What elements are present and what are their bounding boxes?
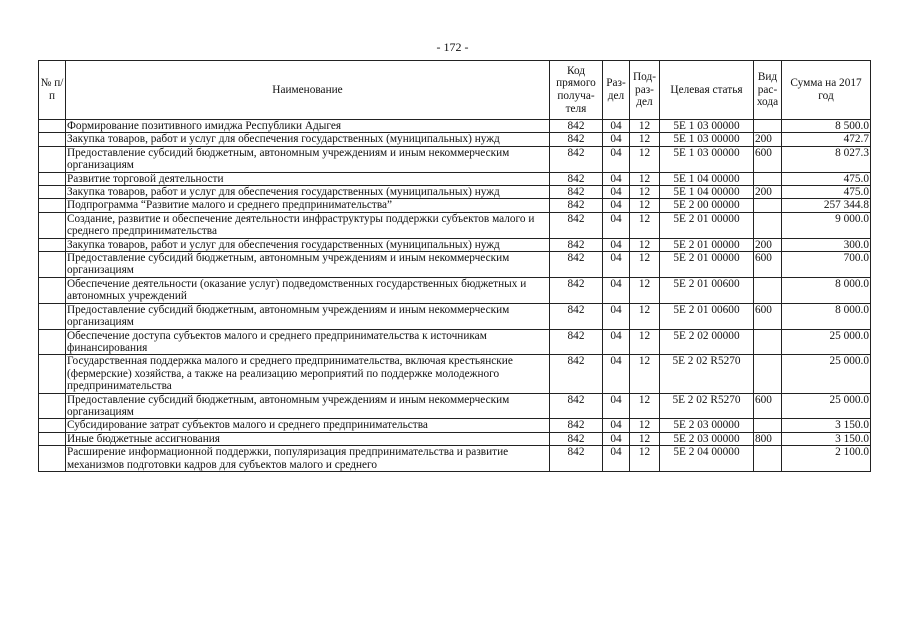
header-target: Целевая статья: [660, 61, 754, 120]
row-subsection: 12: [630, 199, 660, 212]
row-sum: 2 100.0: [782, 446, 871, 472]
row-subsection: 12: [630, 277, 660, 303]
row-sum: 700.0: [782, 252, 871, 278]
row-subsection: 12: [630, 252, 660, 278]
row-code: 842: [550, 212, 603, 238]
row-num: [39, 419, 66, 432]
row-name: Обеспечение доступа субъектов малого и среднего предпринимательства к источникам финансирования: [66, 329, 550, 355]
row-sum: 9 000.0: [782, 212, 871, 238]
row-expense: 600: [754, 146, 782, 172]
row-section: 04: [603, 120, 630, 133]
row-code: 842: [550, 172, 603, 185]
row-name: Субсидирование затрат субъектов малого и среднего предпринимательства: [66, 419, 550, 432]
row-expense: [754, 199, 782, 212]
row-section: 04: [603, 199, 630, 212]
table-row: [39, 238, 871, 251]
header-sum: Сумма на 2017 год: [782, 61, 871, 120]
row-section: 04: [603, 252, 630, 278]
row-target: 5Е 2 01 00000: [660, 212, 754, 238]
row-sum: 8 000.0: [782, 277, 871, 303]
row-expense: 200: [754, 238, 782, 251]
header-num: № п/п: [39, 61, 66, 120]
row-sum: 300.0: [782, 238, 871, 251]
row-target: 5Е 2 03 00000: [660, 432, 754, 445]
row-subsection: 12: [630, 329, 660, 355]
row-section: 04: [603, 393, 630, 419]
row-name: Формирование позитивного имиджа Республики Адыгея: [66, 120, 550, 133]
row-name: Предоставление субсидий бюджетным, автономным учреждениям и иным некоммерческим организациям: [66, 146, 550, 172]
row-num: [39, 146, 66, 172]
row-subsection: 12: [630, 419, 660, 432]
row-target: 5Е 1 03 00000: [660, 146, 754, 172]
row-num: [39, 303, 66, 329]
row-target: 5Е 2 02 00000: [660, 329, 754, 355]
row-num: [39, 212, 66, 238]
header-section: Раз-дел: [603, 61, 630, 120]
row-num: [39, 238, 66, 251]
row-num: [39, 393, 66, 419]
row-sum: 8 000.0: [782, 303, 871, 329]
row-subsection: 12: [630, 146, 660, 172]
row-section: 04: [603, 446, 630, 472]
row-section: 04: [603, 186, 630, 199]
row-expense: 600: [754, 252, 782, 278]
row-name: Расширение информационной поддержки, популяризация предпринимательства и развитие механизмов подготовки кадров для субъектов малого и среднего: [66, 446, 550, 472]
row-code: 842: [550, 199, 603, 212]
row-subsection: 12: [630, 355, 660, 393]
row-code: 842: [550, 329, 603, 355]
table-row: [39, 419, 871, 432]
row-num: [39, 120, 66, 133]
row-sum: 472.7: [782, 133, 871, 146]
table-row: [39, 446, 871, 472]
row-sum: 8 500.0: [782, 120, 871, 133]
row-name: Создание, развитие и обеспечение деятельности инфраструктуры поддержки субъектов малого и среднего предпринимательства: [66, 212, 550, 238]
row-expense: [754, 120, 782, 133]
row-target: 5Е 1 04 00000: [660, 172, 754, 185]
row-section: 04: [603, 419, 630, 432]
row-code: 842: [550, 120, 603, 133]
row-sum: 25 000.0: [782, 329, 871, 355]
table-row: [39, 432, 871, 445]
row-sum: 475.0: [782, 172, 871, 185]
row-code: 842: [550, 446, 603, 472]
row-expense: [754, 419, 782, 432]
row-section: 04: [603, 432, 630, 445]
row-code: 842: [550, 186, 603, 199]
row-target: 5Е 2 02 R5270: [660, 355, 754, 393]
table-row: [39, 186, 871, 199]
table-header-row: [39, 61, 871, 120]
row-section: 04: [603, 212, 630, 238]
row-code: 842: [550, 277, 603, 303]
row-num: [39, 355, 66, 393]
row-subsection: 12: [630, 212, 660, 238]
row-target: 5Е 2 04 00000: [660, 446, 754, 472]
table-row: [39, 355, 871, 393]
row-sum: 475.0: [782, 186, 871, 199]
table-row: [39, 133, 871, 146]
row-name: Развитие торговой деятельности: [66, 172, 550, 185]
row-subsection: 12: [630, 172, 660, 185]
row-code: 842: [550, 419, 603, 432]
row-expense: [754, 355, 782, 393]
row-section: 04: [603, 146, 630, 172]
table-row: [39, 212, 871, 238]
budget-table: [38, 60, 871, 472]
row-target: 5Е 2 00 00000: [660, 199, 754, 212]
row-section: 04: [603, 303, 630, 329]
row-sum: 8 027.3: [782, 146, 871, 172]
row-name: Предоставление субсидий бюджетным, автономным учреждениям и иным некоммерческим организациям: [66, 393, 550, 419]
row-subsection: 12: [630, 446, 660, 472]
row-code: 842: [550, 238, 603, 251]
row-name: Государственная поддержка малого и среднего предпринимательства, включая крестьянские (фермерские) хозяйства, а также на реализацию мероприятий по поддержке молодежного предпринимательства: [66, 355, 550, 393]
table-row: [39, 252, 871, 278]
header-subsection: Под-раз-дел: [630, 61, 660, 120]
row-code: 842: [550, 355, 603, 393]
table-row: [39, 277, 871, 303]
row-expense: [754, 277, 782, 303]
row-target: 5Е 2 02 R5270: [660, 393, 754, 419]
row-expense: [754, 329, 782, 355]
row-section: 04: [603, 277, 630, 303]
row-num: [39, 446, 66, 472]
row-code: 842: [550, 146, 603, 172]
row-num: [39, 199, 66, 212]
row-section: 04: [603, 238, 630, 251]
row-expense: [754, 212, 782, 238]
header-code: Код прямого получа-теля: [550, 61, 603, 120]
row-num: [39, 252, 66, 278]
row-subsection: 12: [630, 186, 660, 199]
row-sum: 3 150.0: [782, 419, 871, 432]
row-section: 04: [603, 133, 630, 146]
row-section: 04: [603, 355, 630, 393]
row-name: Иные бюджетные ассигнования: [66, 432, 550, 445]
row-sum: 257 344.8: [782, 199, 871, 212]
row-subsection: 12: [630, 238, 660, 251]
row-expense: [754, 446, 782, 472]
row-target: 5Е 1 03 00000: [660, 120, 754, 133]
row-expense: 600: [754, 303, 782, 329]
row-subsection: 12: [630, 120, 660, 133]
row-name: Подпрограмма “Развитие малого и среднего предпринимательства”: [66, 199, 550, 212]
row-sum: 3 150.0: [782, 432, 871, 445]
page-number: - 172 -: [436, 40, 469, 54]
row-sum: 25 000.0: [782, 393, 871, 419]
table-row: [39, 199, 871, 212]
row-num: [39, 432, 66, 445]
row-name: Обеспечение деятельности (оказание услуг) подведомственных государственных бюджетных и автономных учреждений: [66, 277, 550, 303]
row-target: 5Е 2 01 00000: [660, 238, 754, 251]
row-num: [39, 133, 66, 146]
row-sum: 25 000.0: [782, 355, 871, 393]
row-expense: 800: [754, 432, 782, 445]
header-expense: Вид рас-хода: [754, 61, 782, 120]
row-expense: 600: [754, 393, 782, 419]
row-subsection: 12: [630, 133, 660, 146]
row-subsection: 12: [630, 432, 660, 445]
row-num: [39, 277, 66, 303]
row-target: 5Е 2 01 00600: [660, 277, 754, 303]
row-name: Предоставление субсидий бюджетным, автономным учреждениям и иным некоммерческим организациям: [66, 252, 550, 278]
row-code: 842: [550, 133, 603, 146]
row-subsection: 12: [630, 393, 660, 419]
row-name: Закупка товаров, работ и услуг для обеспечения государственных (муниципальных) нужд: [66, 186, 550, 199]
table-row: [39, 172, 871, 185]
row-expense: 200: [754, 186, 782, 199]
row-num: [39, 186, 66, 199]
row-name: Предоставление субсидий бюджетным, автономным учреждениям и иным некоммерческим организациям: [66, 303, 550, 329]
row-target: 5Е 2 01 00600: [660, 303, 754, 329]
row-num: [39, 172, 66, 185]
row-expense: 200: [754, 133, 782, 146]
row-code: 842: [550, 432, 603, 445]
row-target: 5Е 2 03 00000: [660, 419, 754, 432]
row-name: Закупка товаров, работ и услуг для обеспечения государственных (муниципальных) нужд: [66, 133, 550, 146]
row-num: [39, 329, 66, 355]
row-subsection: 12: [630, 303, 660, 329]
row-code: 842: [550, 303, 603, 329]
row-target: 5Е 1 03 00000: [660, 133, 754, 146]
table-row: [39, 303, 871, 329]
row-section: 04: [603, 172, 630, 185]
header-name: Наименование: [66, 61, 550, 120]
table-row: [39, 146, 871, 172]
row-code: 842: [550, 252, 603, 278]
row-name: Закупка товаров, работ и услуг для обеспечения государственных (муниципальных) нужд: [66, 238, 550, 251]
row-section: 04: [603, 329, 630, 355]
row-target: 5Е 2 01 00000: [660, 252, 754, 278]
table-row: [39, 329, 871, 355]
table-row: [39, 393, 871, 419]
row-target: 5Е 1 04 00000: [660, 186, 754, 199]
row-expense: [754, 172, 782, 185]
row-code: 842: [550, 393, 603, 419]
table-row: [39, 120, 871, 133]
